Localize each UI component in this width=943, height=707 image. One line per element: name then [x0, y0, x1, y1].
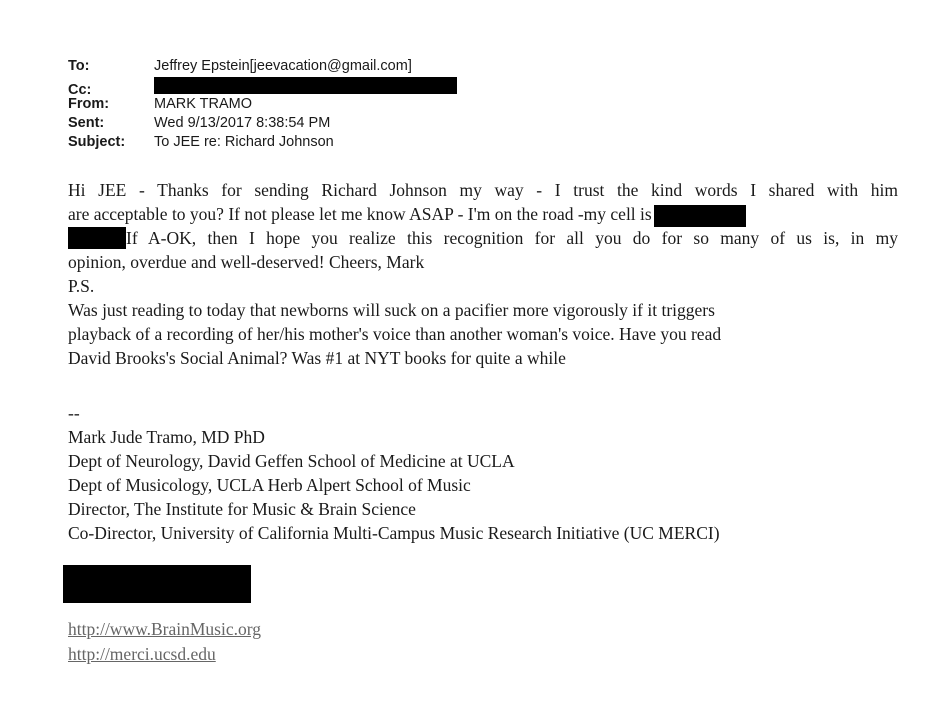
sent-label: Sent:: [68, 115, 105, 131]
signature-block: [68, 401, 720, 545]
body-line-7: playback of a recording of her/his mother's voice than another woman's voice. Have you read: [68, 324, 722, 344]
signature-redaction: [63, 565, 251, 603]
merci-link[interactable]: http://merci.ucsd.edu: [68, 644, 216, 664]
to-label: To:: [68, 58, 90, 74]
subject-label: Subject:: [68, 134, 126, 150]
body-line-2: [68, 202, 898, 226]
phone-redaction-2: [68, 227, 126, 249]
signature-line-2: Dept of Musicology, UCLA Herb Alpert School of Music: [68, 475, 471, 495]
cc-row: [68, 76, 457, 98]
signature-line-1: Dept of Neurology, David Geffen School of Medicine at UCLA: [68, 451, 515, 471]
brainmusic-link[interactable]: http://www.BrainMusic.org: [68, 619, 261, 639]
cc-label: Cc:: [68, 82, 92, 98]
signature-links: [68, 617, 261, 667]
sent-row: [68, 114, 457, 133]
from-label: From:: [68, 96, 110, 112]
cc-redaction: [154, 77, 457, 94]
signature-line-4: Co-Director, University of California Multi-Campus Music Research Initiative (UC MERCI): [68, 523, 720, 543]
sent-value: Wed 9/13/2017 8:38:54 PM: [154, 115, 331, 131]
subject-value: To JEE re: Richard Johnson: [154, 134, 334, 150]
body-line-1: Hi JEE - Thanks for sending Richard Johnson my way - I trust the kind words I shared with him: [68, 180, 898, 200]
signature-name: Mark Jude Tramo, MD PhD: [68, 427, 265, 447]
subject-row: [68, 133, 457, 152]
body-line-8: David Brooks's Social Animal? Was #1 at NYT books for quite a while: [68, 348, 566, 368]
body-line-2-text: are acceptable to you? If not please let me know ASAP - I'm on the road -my cell is: [68, 204, 652, 224]
body-line-6: Was just reading to today that newborns will suck on a pacifier more vigorously if it triggers: [68, 300, 715, 320]
signature-line-3: Director, The Institute for Music & Brain Science: [68, 499, 416, 519]
body-line-3-text: If A-OK, then I hope you realize this recognition for all you do for so many of us is, in my: [126, 228, 898, 248]
from-row: [68, 95, 457, 114]
message-body: [68, 178, 898, 370]
to-value: Jeffrey Epstein[jeevacation@gmail.com]: [154, 58, 412, 74]
body-line-4: opinion, overdue and well-deserved! Cheers, Mark: [68, 252, 425, 272]
phone-redaction-1: [654, 205, 746, 227]
to-row: [68, 57, 457, 76]
signature-separator: --: [68, 403, 80, 423]
email-header: [68, 57, 457, 152]
from-value: MARK TRAMO: [154, 96, 253, 112]
body-line-3: [68, 226, 898, 250]
body-line-5: P.S.: [68, 276, 95, 296]
